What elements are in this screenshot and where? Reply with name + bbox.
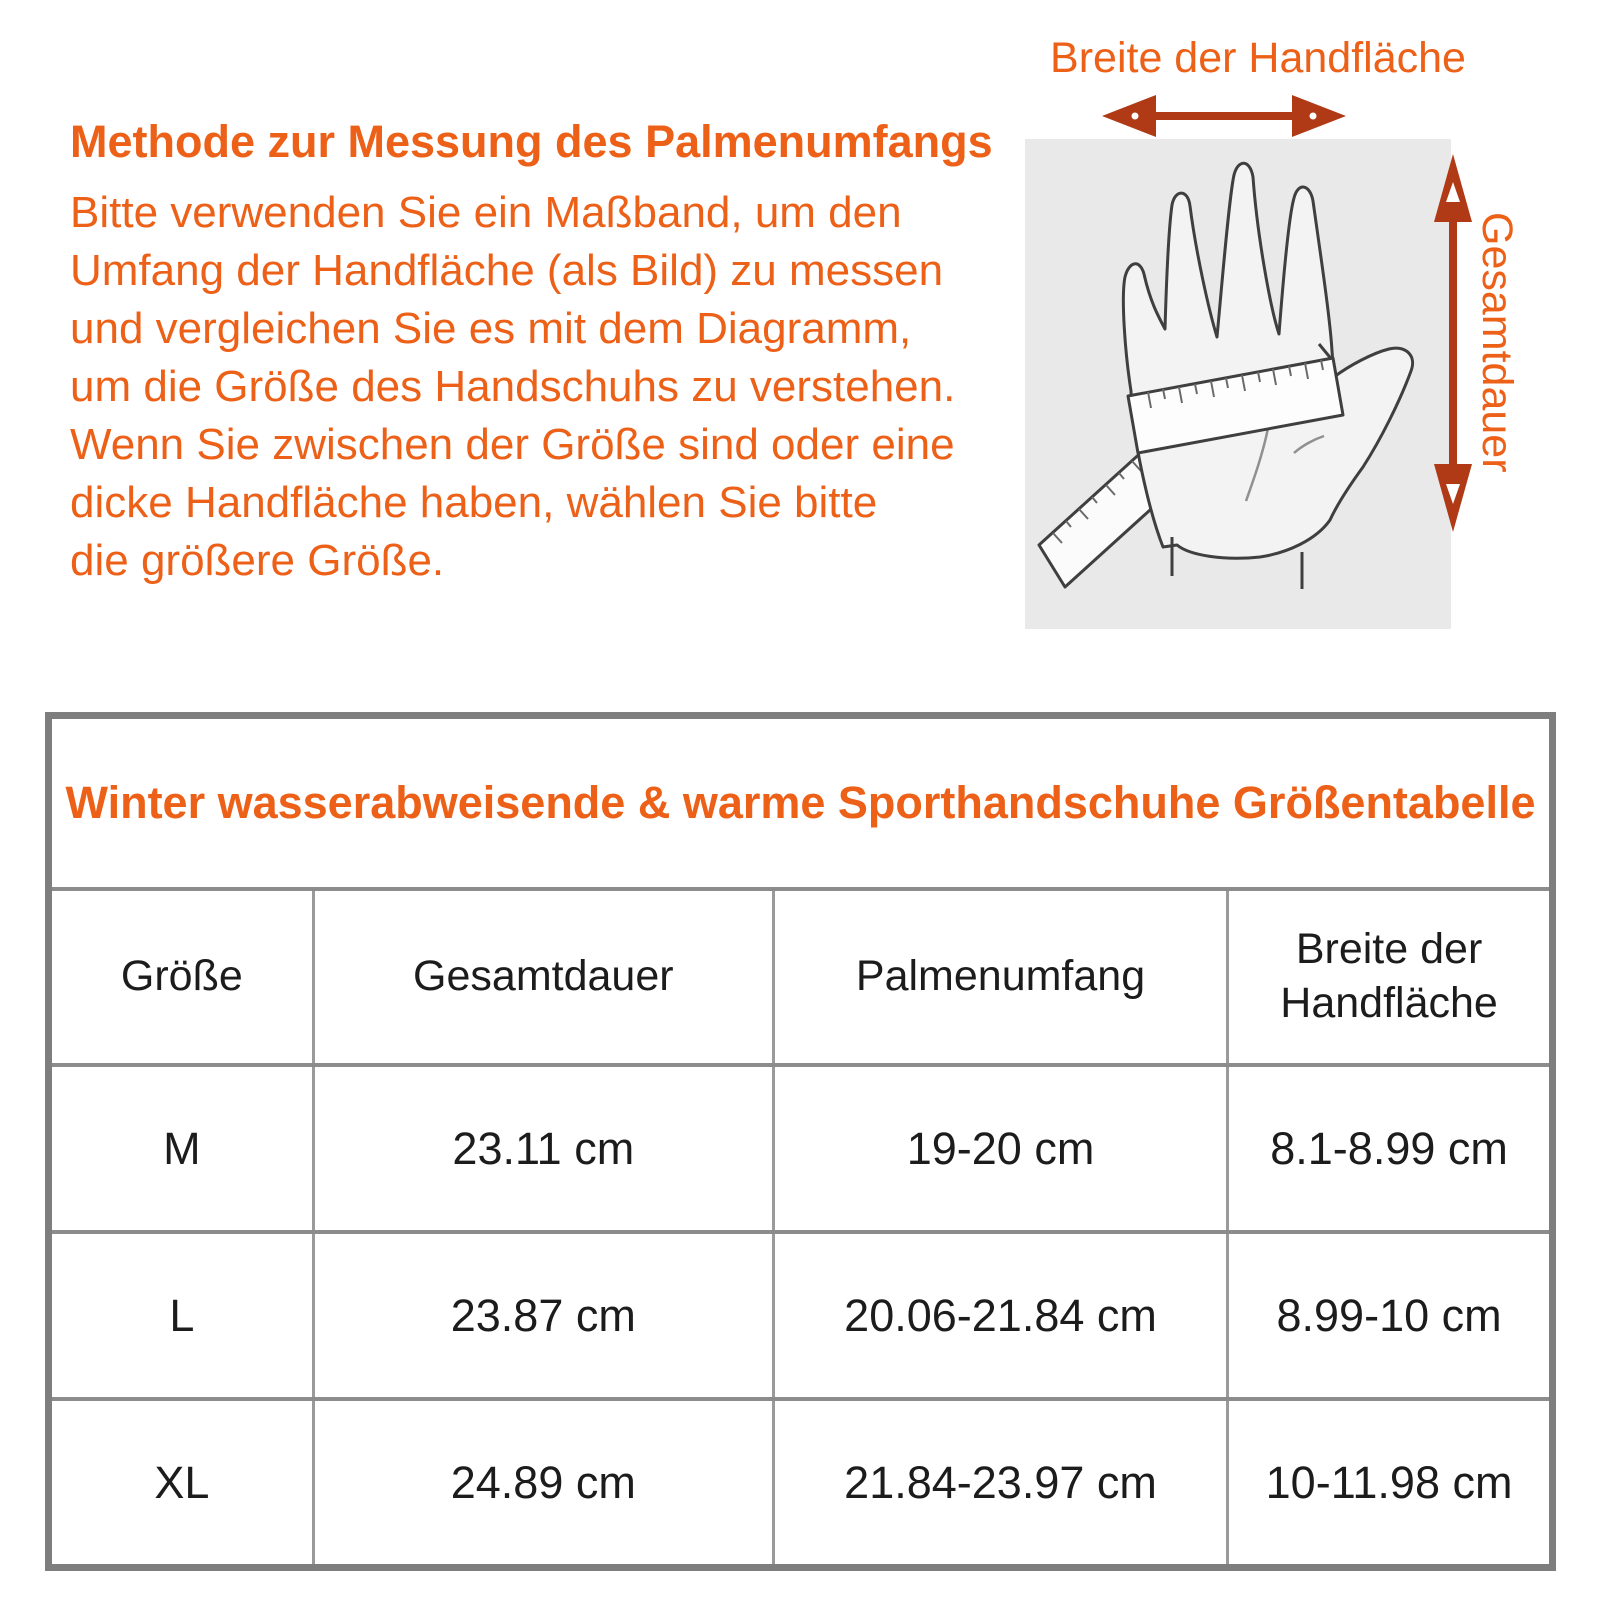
table-row-m xyxy=(49,1065,1553,1232)
table-cell: 10-11.98 cm xyxy=(1265,1456,1513,1508)
column-header-palm-width: Breite der Handfläche xyxy=(1228,889,1553,1065)
vertical-double-arrow-icon xyxy=(1431,152,1475,534)
table-cell: 20.06-21.84 cm xyxy=(773,1232,1227,1399)
column-header-total-length: Gesamtdauer xyxy=(313,889,773,1065)
table-row-xl xyxy=(49,1399,1553,1568)
hand-with-measuring-tape-illustration xyxy=(1025,139,1451,629)
palm-width-label: Breite der Handfläche xyxy=(1050,34,1466,82)
table-title-row xyxy=(49,716,1553,890)
total-length-label: Gesamtdauer xyxy=(1473,212,1521,473)
column-header-palm-circumference: Palmenumfang xyxy=(773,889,1227,1065)
paragraph-line: um die Größe des Handschuhs zu verstehen. xyxy=(70,362,956,411)
table-cell: XL xyxy=(49,1399,314,1568)
table-cell: 21.84-23.97 cm xyxy=(773,1399,1227,1568)
table-cell: 8.1-8.99 cm xyxy=(1228,1065,1553,1232)
horizontal-double-arrow-icon xyxy=(1099,92,1349,140)
table-cell: M xyxy=(49,1065,314,1232)
paragraph-line: Bitte verwenden Sie ein Maßband, um den xyxy=(70,188,902,237)
table-cell: 8.99-10 cm xyxy=(1228,1232,1553,1399)
table-header-row xyxy=(49,889,1553,1065)
hand-diagram-panel xyxy=(1025,139,1451,629)
paragraph-line: dicke Handfläche haben, wählen Sie bitte xyxy=(70,478,878,527)
paragraph-line: Wenn Sie zwischen der Größe sind oder eine xyxy=(70,420,955,469)
size-chart-table xyxy=(45,712,1556,1571)
paragraph-line: Umfang der Handfläche (als Bild) zu messen xyxy=(70,246,944,295)
table-cell: 23.87 cm xyxy=(313,1232,773,1399)
paragraph-line: die größere Größe. xyxy=(70,536,445,585)
table-cell: 19-20 cm xyxy=(773,1065,1227,1232)
measuring-method-heading: Methode zur Messung des Palmenumfangs xyxy=(70,116,993,167)
table-cell: 24.89 cm xyxy=(313,1399,773,1568)
measuring-method-paragraph xyxy=(70,184,955,590)
table-cell: L xyxy=(49,1232,314,1399)
table-title: Winter wasserabweisende & warme Sporthandschuhe Größentabelle xyxy=(49,716,1553,890)
paragraph-line: und vergleichen Sie es mit dem Diagramm, xyxy=(70,304,912,353)
table-row-l xyxy=(49,1232,1553,1399)
column-header-size: Größe xyxy=(49,889,314,1065)
table-cell: 23.11 cm xyxy=(313,1065,773,1232)
